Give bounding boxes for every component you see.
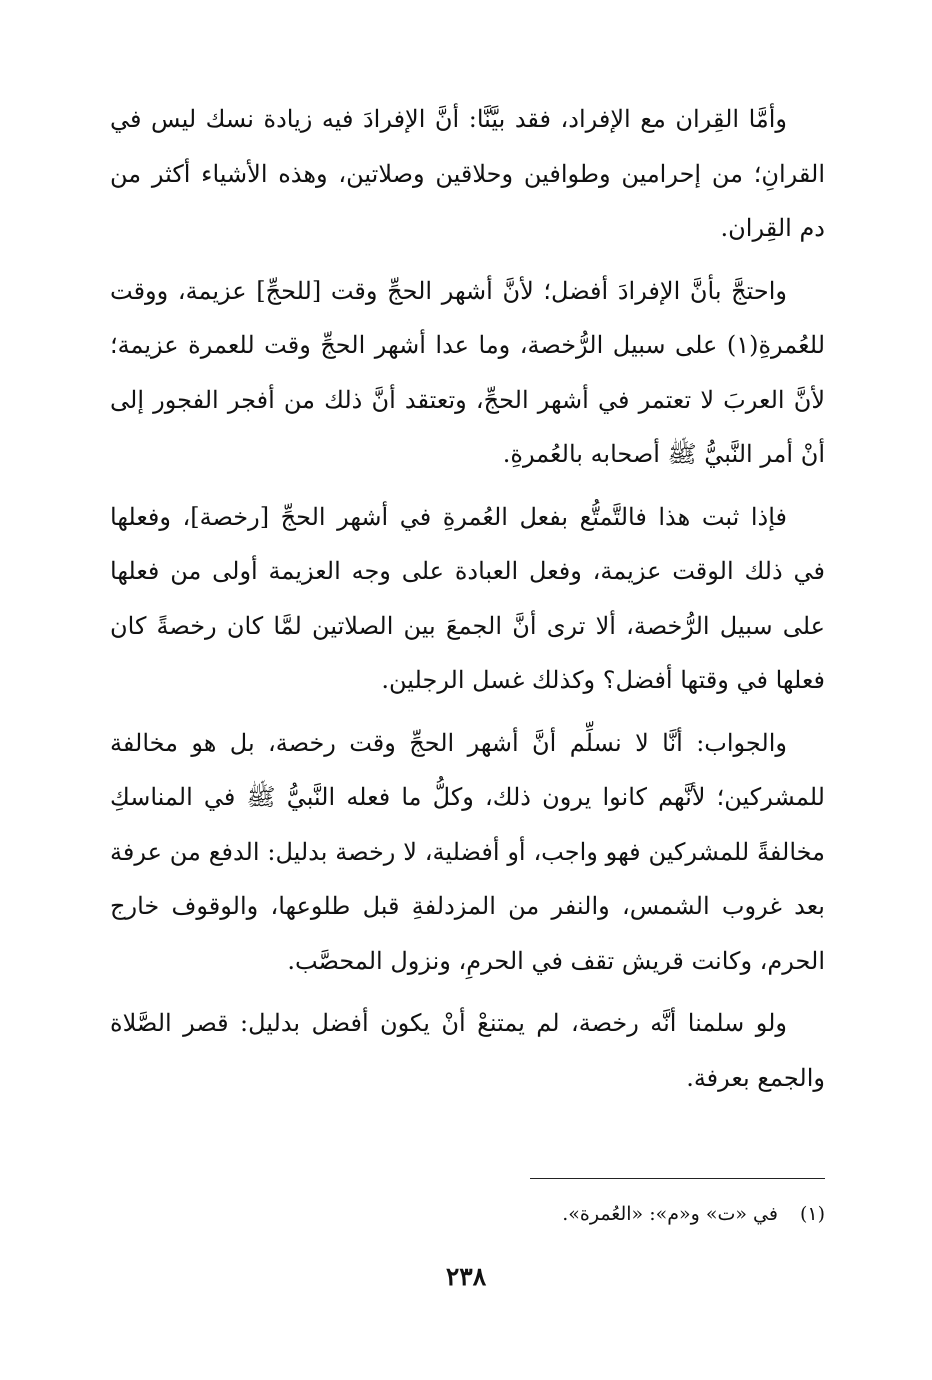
paragraph-3: فإذا ثبت هذا فالتَّمتُّع بفعل العُمرةِ في أشهر الحجِّ [رخصة]، وفعلها في ذلك الوقت عزيمة، وفعل العبادة على وجه العزيمة أولى من فعلها على سبيل الرُّخصة، ألا ترى أنَّ الجمعَ بين الصلاتين لمَّا كان رخصةً كان فعلها في وقتها أفضل؟ وكذلك غسل الرجلين. bbox=[110, 502, 825, 694]
footnote-text: في «ت» و«م»: «العُمرة». bbox=[562, 1203, 778, 1225]
footnote-divider bbox=[530, 1178, 825, 1179]
paragraph-5: ولو سلمنا أنَّه رخصة، لم يمتنعْ أنْ يكون أفضل بدليل: قصر الصَّلاة والجمع بعرفة. bbox=[110, 1009, 825, 1092]
main-text bbox=[110, 92, 825, 1105]
footnote-number: (١) bbox=[799, 1203, 825, 1225]
footnote bbox=[430, 1196, 825, 1232]
paragraph-2: واحتجَّ بأنَّ الإفرادَ أفضل؛ لأنَّ أشهر الحجِّ وقت [للحجِّ] عزيمة، ووقت للعُمرةِ(١) على سبيل الرُّخصة، وما عدا أشهر الحجِّ وقت للعمرة عزيمة؛ لأنَّ العربَ لا تعتمر في أشهر الحجِّ، وتعتقد أنَّ ذلك من أفجر الفجور إلى أنْ أمر النَّبيُّ ﷺ أصحابه بالعُمرةِ. bbox=[110, 276, 826, 468]
page-number: ٢٣٨ bbox=[445, 1262, 487, 1291]
paragraph-1: وأمَّا القِران مع الإفراد، فقد بيَّنَّا: أنَّ الإفرادَ فيه زيادة نسك ليس في القرانِ؛ من إحرامين وطوافين وحلاقين وصلاتين، وهذه الأشياء أكثر من دم القِران. bbox=[110, 105, 825, 242]
paragraph-4: والجواب: أنَّا لا نسلِّم أنَّ أشهر الحجِّ وقت رخصة، بل هو مخالفة للمشركين؛ لأنَّهم كانوا يرون ذلك، وكلُّ ما فعله النَّبيُّ ﷺ في المناسكِ مخالفةً للمشركين فهو واجب، أو أفضلية، لا رخصة بدليل: الدفع من عرفة بعد غروب الشمس، والنفر من المزدلفةِ قبل طلوعها، والوقوف خارج الحرم، وكانت قريش تقف في الحرمِ، ونزول المحصَّب. bbox=[110, 728, 825, 975]
